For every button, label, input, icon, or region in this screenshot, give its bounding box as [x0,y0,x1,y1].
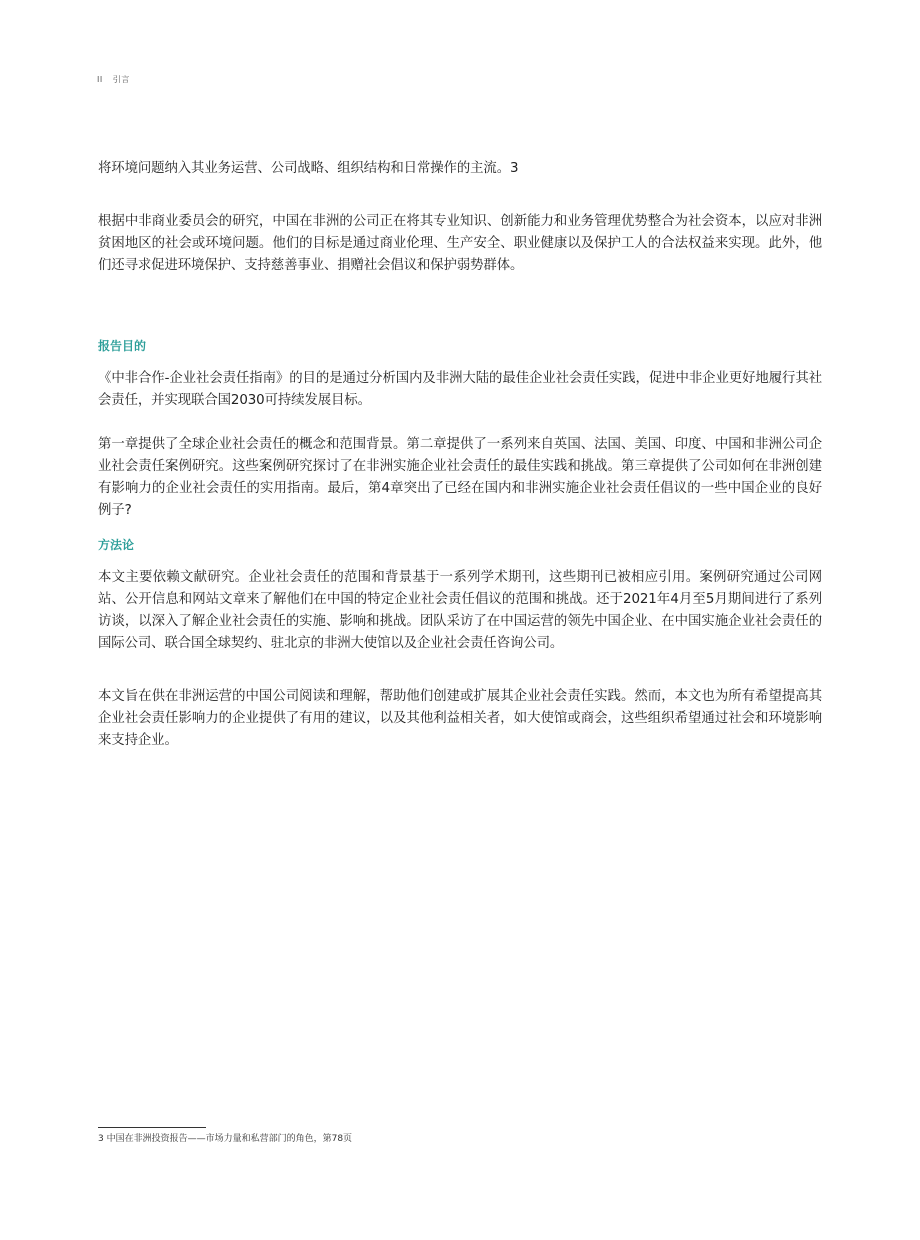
paragraph-chapters: 第一章提供了全球企业社会责任的概念和范围背景。第二章提供了一系列来自英国、法国、美国、印度、中国和非洲公司企业社会责任案例研究。这些案例研究探讨了在非洲实施企业社会责任的最佳实践和挑战。第三章提供了公司如何在非洲创建有影响力的企业社会责任的实用指南。最后，第4章突出了已经在国内和非洲实施企业社会责任倡议的一些中国企业的良好例子? [98,437,822,518]
paragraph-intro: 根据中非商业委员会的研究，中国在非洲的公司正在将其专业知识、创新能力和业务管理优势整合为社会资本，以应对非洲贫困地区的社会或环境问题。他们的目标是通过商业伦理、生产安全、职业健康以及保护工人的合法权益来实现。此外，他们还寻求促进环境保护、支持慈善事业、捐赠社会倡议和保护弱势群体。 [98,214,822,273]
footnote: 3 中国在非洲投资报告——市场力量和私营部门的角色，第78页 [98,1134,353,1144]
main-content [98,158,822,752]
paragraph-methodology: 本文主要依赖文献研究。企业社会责任的范围和背景基于一系列学术期刊，这些期刊已被相应引用。案例研究通过公司网站、公开信息和网站文章来了解他们在中国的特定企业社会责任倡议的范围和挑战。还于2021年4月至5月期间进行了系列访谈，以深入了解企业社会责任的实施、影响和挑战。团队采访了在中国运营的领先中国企业、在中国实施企业社会责任的国际公司、联合国全球契约、驻北京的非洲大使馆以及企业社会责任咨询公司。 [98,570,822,651]
heading-report-purpose: 报告目的 [98,339,147,353]
paragraph-continuation: 将环境问题纳入其业务运营、公司战略、组织结构和日常操作的主流。3 [98,161,519,176]
running-header [97,74,130,85]
heading-methodology: 方法论 [98,538,135,552]
footnote-divider [98,1127,206,1128]
section-name: 引言 [112,75,130,84]
paragraph-purpose: 《中非合作-企业社会责任指南》的目的是通过分析国内及非洲大陆的最佳企业社会责任实践，促进中非企业更好地履行其社会责任，并实现联合国2030可持续发展目标。 [98,371,822,408]
paragraph-audience: 本文旨在供在非洲运营的中国公司阅读和理解，帮助他们创建或扩展其企业社会责任实践。然而，本文也为所有希望提高其企业社会责任影响力的企业提供了有用的建议，以及其他利益相关者，如大使馆或商会，这些组织希望通过社会和环境影响来支持企业。 [98,689,822,748]
page-number: II [97,75,103,84]
